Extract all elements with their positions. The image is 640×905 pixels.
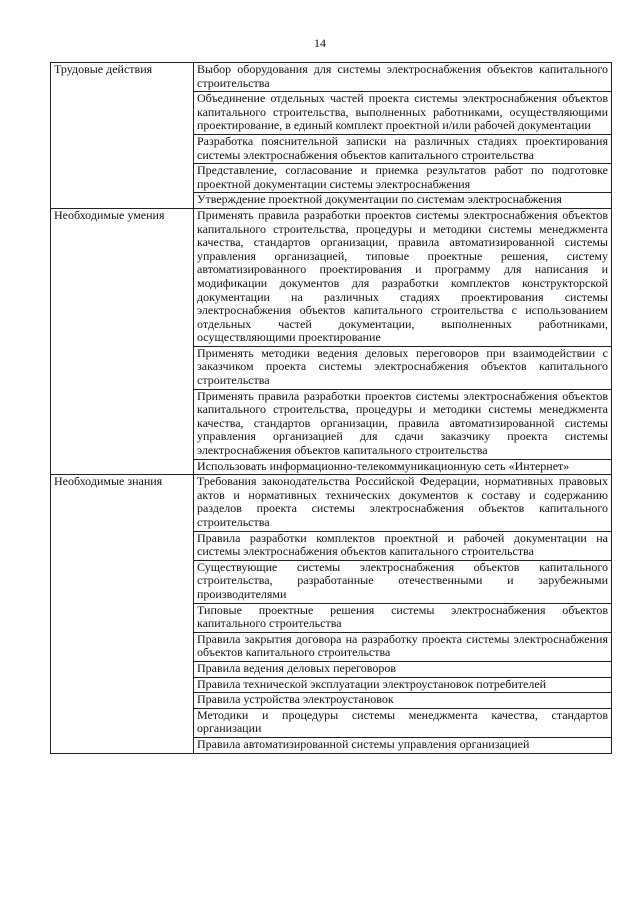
table-row <box>51 63 612 92</box>
table-cell: Объединение отдельных частей проекта системы электроснабжения объектов капитального строительства, выполненных работниками, осуществляющими проектирование, в единый комплект проектной и/или рабочей документации <box>194 92 612 135</box>
table-cell: Использовать информационно-телекоммуникационную сеть «Интернет» <box>194 459 612 475</box>
table-cell: Разработка пояснительной записки на различных стадиях проектирования системы электроснабжения объектов капитального строительства <box>194 134 612 163</box>
table-cell: Представление, согласование и приемка результатов работ по подготовке проектной документации системы электроснабжения <box>194 164 612 193</box>
table-cell: Применять правила разработки проектов системы электроснабжения объектов капитального строительства, процедуры и методики системы менеджмента качества, стандартов организации, правила автоматизированной системы управления организацией, типовые проектные решения, систему автоматизированного проектирования и программу для написания и модификации документов для разработки комплектов конструкторской документации на различных стадиях проектирования системы электроснабжения объектов капитального строительства с использованием отдельных частей документации, выполненных работниками, осуществляющими проектирование <box>194 208 612 346</box>
section-label: Необходимые умения <box>51 208 194 474</box>
table-cell: Типовые проектные решения системы электроснабжения объектов капитального строительства <box>194 603 612 632</box>
table-row <box>51 475 612 531</box>
table-cell: Правила устройства электроустановок <box>194 693 612 709</box>
table-cell: Методики и процедуры системы менеджмента качества, стандартов организации <box>194 708 612 737</box>
table-cell: Правила ведения деловых переговоров <box>194 661 612 677</box>
table-cell: Существующие системы электроснабжения объектов капитального строительства, разработанные отечественными и зарубежными производителями <box>194 560 612 603</box>
requirements-table <box>50 62 612 754</box>
table-row <box>51 208 612 346</box>
table-cell: Выбор оборудования для системы электроснабжения объектов капитального строительства <box>194 63 612 92</box>
page-number: 14 <box>314 36 326 50</box>
table-cell: Правила автоматизированной системы управления организацией <box>194 737 612 753</box>
table-cell: Правила закрытия договора на разработку проекта системы электроснабжения объектов капитального строительства <box>194 632 612 661</box>
table-cell: Применять методики ведения деловых переговоров при взаимодействии с заказчиком проекта системы электроснабжения объектов капитального строительства <box>194 346 612 389</box>
table-cell: Утверждение проектной документации по системам электроснабжения <box>194 193 612 209</box>
table-cell: Правила разработки комплектов проектной и рабочей документации на системы электроснабжения объектов капитального строительства <box>194 531 612 560</box>
table-cell: Требования законодательства Российской Федерации, нормативных правовых актов и нормативных технических документов к составу и содержанию разделов проекта системы электроснабжения объектов капитального строительства <box>194 475 612 531</box>
section-label: Необходимые знания <box>51 475 194 753</box>
section-label: Трудовые действия <box>51 63 194 209</box>
table-cell: Правила технической эксплуатации электроустановок потребителей <box>194 677 612 693</box>
table-cell: Применять правила разработки проектов системы электроснабжения объектов капитального строительства, процедуры и методики системы менеджмента качества, стандартов организации, правила автоматизированной системы управления организацией для сдачи заказчику проекта системы электроснабжения объектов капитального строительства <box>194 389 612 459</box>
